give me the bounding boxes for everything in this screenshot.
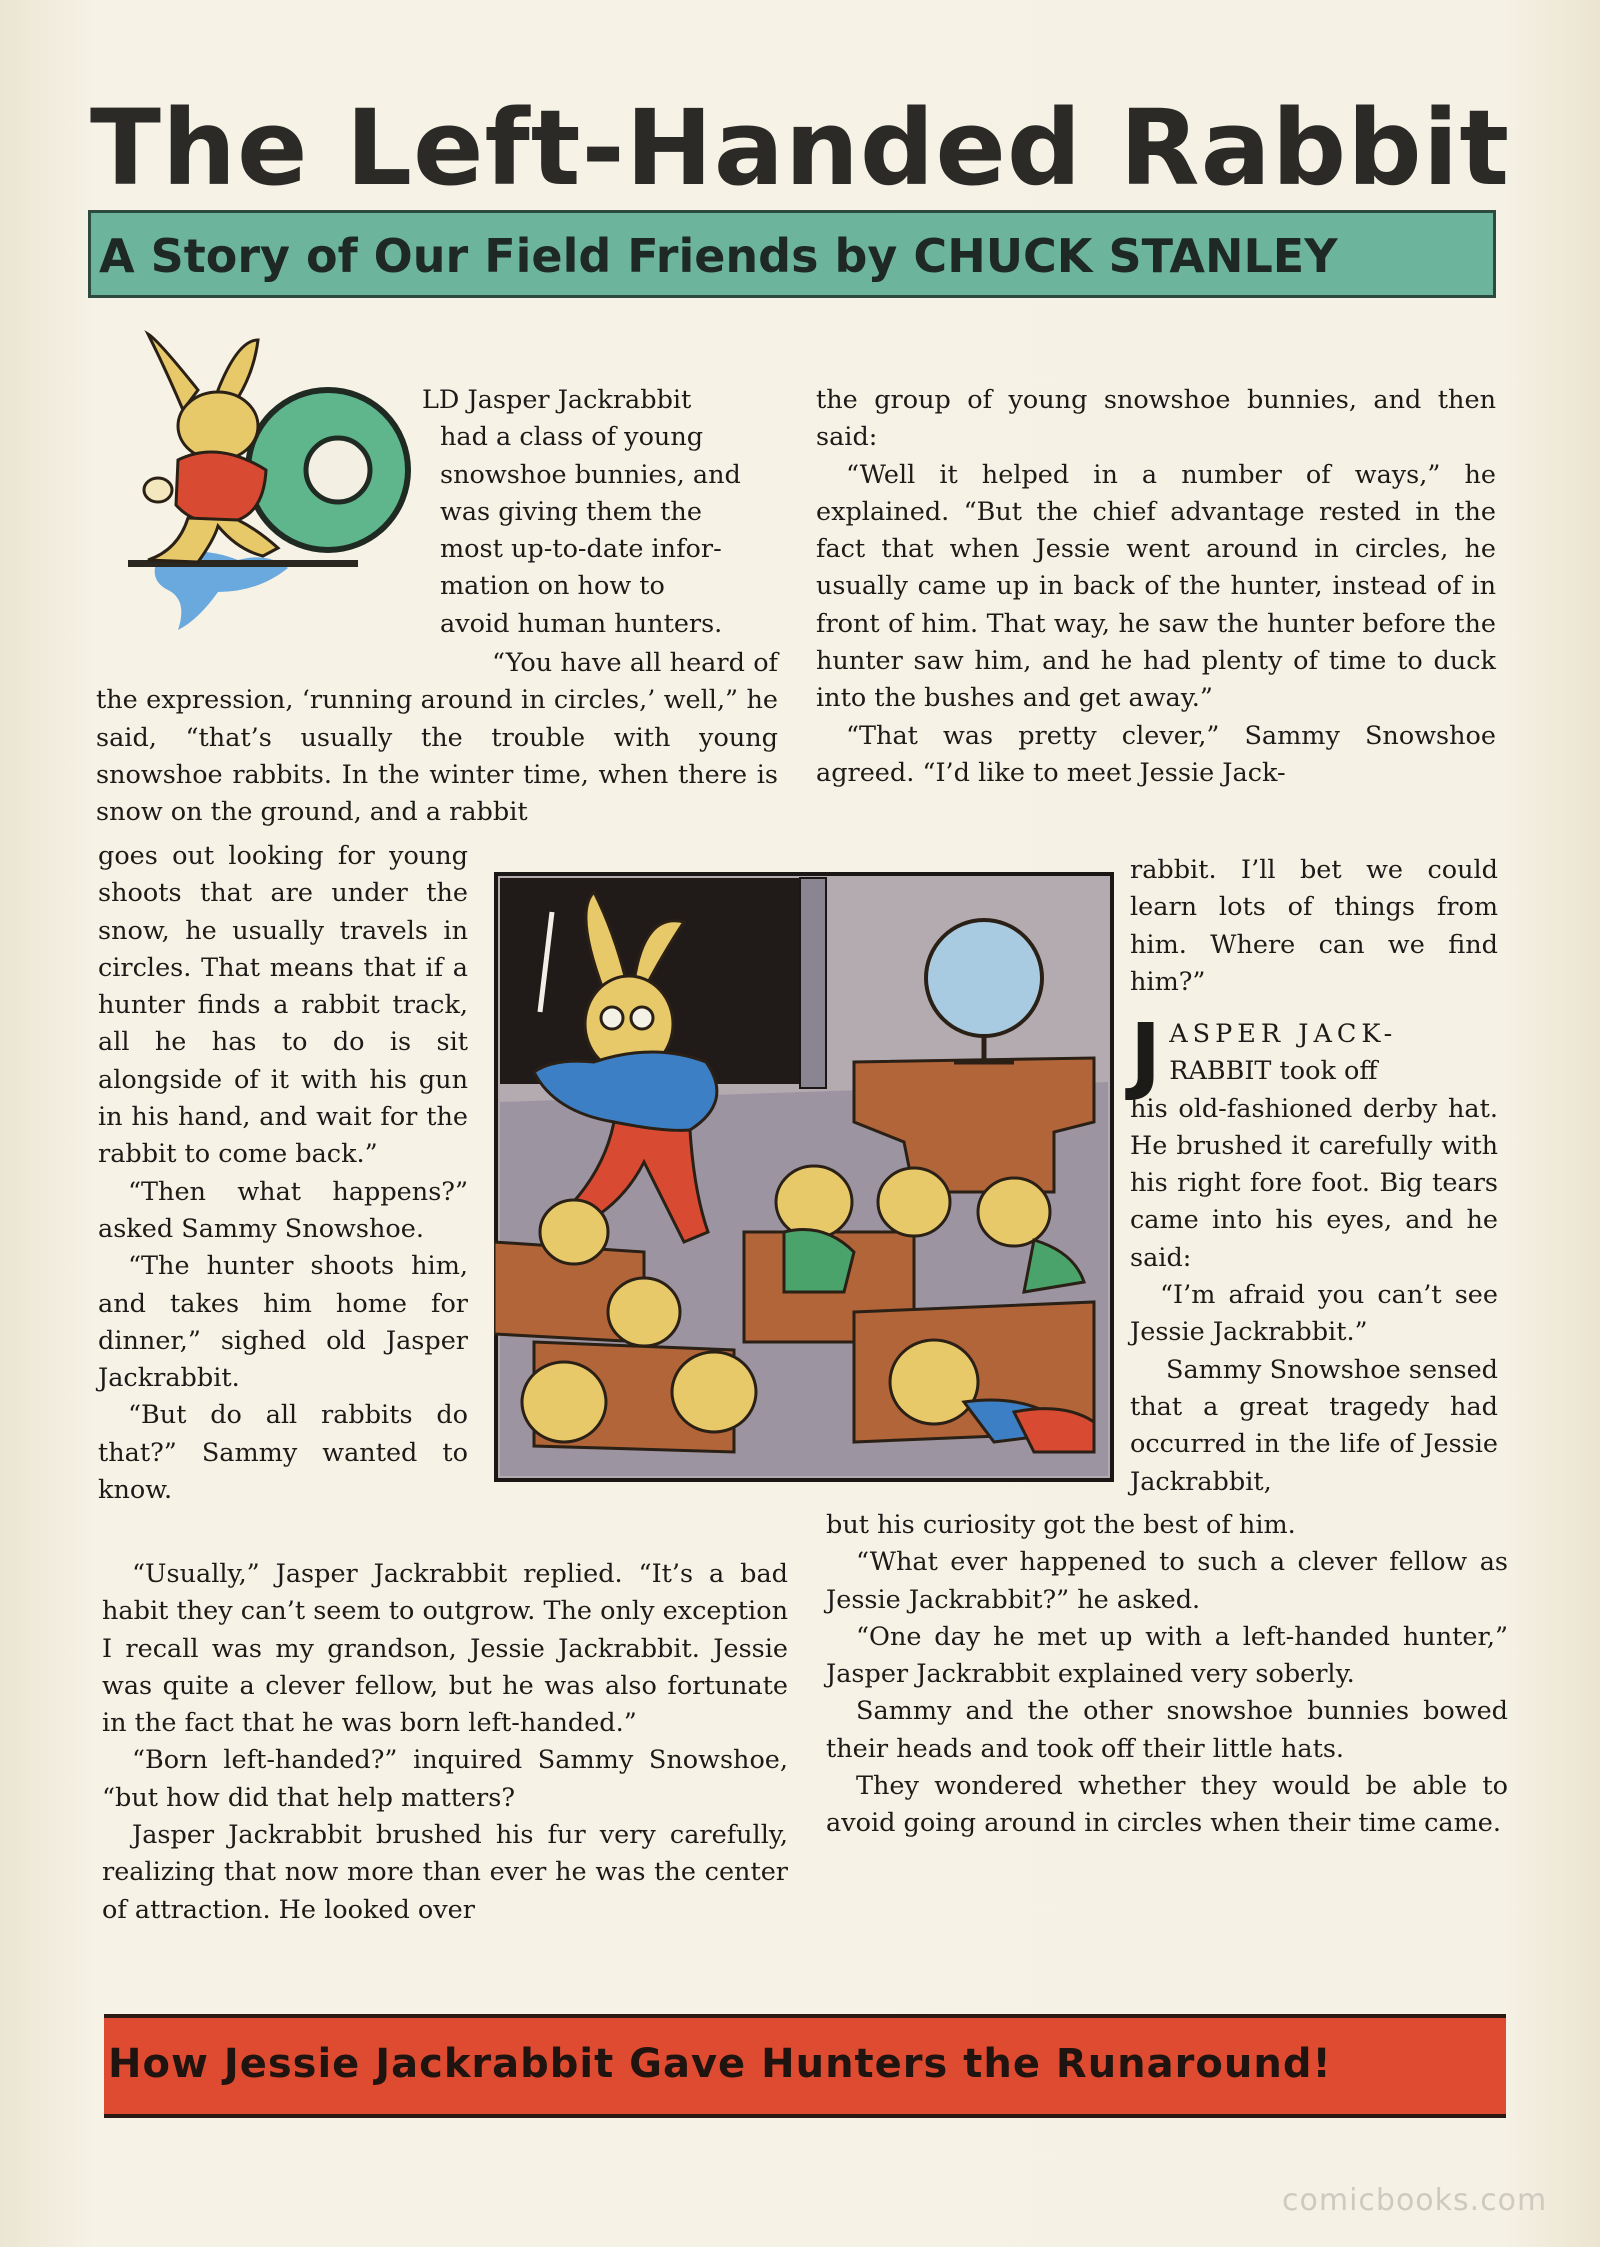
paragraph: rabbit. I’ll bet we could learn lots of things from him. Where can we find him?”	[1130, 855, 1498, 997]
paragraph: “Then what happens?” asked Sammy Snowshoe.	[98, 1176, 468, 1244]
paragraph: “Usually,” Jasper Jackrabbit replied. “It’s a bad habit they can’t seem to outgrow. The only exception I recall was my grandson, Jessie Jackrabbit. Jessie was quite a clever fellow, but he was also fortunate in the fact that he was born left-handed.”	[102, 1559, 788, 1739]
paragraph: “You have all heard of the expression, ‘running around in circles,’ well,” he said, “that’s usually the trouble with young snowshoe rabbits. In the winter time, when there is snow on the ground, and a rabbit	[96, 648, 778, 828]
paragraph: his old-fashioned derby hat. He brushed it carefully with his right fore foot. Big tears came into his eyes, and he said:	[1130, 1093, 1498, 1273]
rabbit-ear-left	[148, 334, 198, 410]
paragraph: They wondered whether they would be able to avoid going around in circles when their time came.	[826, 1771, 1508, 1839]
bottom-banner	[104, 2014, 1506, 2118]
story-opening-line	[422, 382, 774, 643]
drop-cap-j: J	[1130, 1005, 1162, 1103]
rabbit-with-letter-o-illustration	[88, 330, 430, 630]
paragraph: “The hunter shoots him, and takes him home for dinner,” sighed old Jasper Jackrabbit.	[98, 1251, 468, 1394]
letter-o-inner	[306, 438, 370, 502]
paragraph: Sammy and the other snowshoe bunnies bowed their heads and took off their little hats.	[826, 1696, 1508, 1764]
wrap-line: had a class of young	[440, 422, 704, 453]
wrap-line: snowshoe bunnies, and	[440, 459, 741, 490]
rabbit-head	[178, 392, 258, 460]
wrap-line: LD Jasper Jackrabbit	[422, 385, 692, 415]
classroom-illustration	[494, 872, 1114, 1482]
paragraph: Jasper Jackrabbit brushed his fur very carefully, realizing that now more than ever he was the center of attraction. He looked over	[102, 1820, 788, 1925]
paragraph: the group of young snowshoe bunnies, and then said:	[816, 385, 1496, 453]
wrap-line: most up-to-date infor-	[440, 534, 722, 565]
subtitle-banner	[88, 210, 1496, 298]
subtitle-text: A Story of Our Field Friends by CHUCK STANLEY	[99, 229, 1338, 283]
paragraph: “Well it helped in a number of ways,” he explained. “But the chief advantage rested in the fact that when Jessie went around in circles, he usually came up in back of the hunter, instead of in front of him. That way, he saw the hunter before the hunter saw him, and he had plenty of time to duck into the bushes and get away.”	[816, 459, 1496, 714]
left-column-narrow	[98, 838, 468, 1509]
globe	[926, 920, 1042, 1036]
blackboard-frame	[800, 878, 826, 1088]
paragraph-line: ASPER JACK-	[1169, 1019, 1398, 1049]
wrap-line: was giving them the	[440, 496, 702, 527]
page-title: The Left-Handed Rabbit	[90, 87, 1511, 209]
paragraph: goes out looking for young shoots that are under the snow, he usually travels in circles. That means that if a hunter finds a rabbit track, all he has to do is sit alongside of it with his gun in his hand, and wait for the rabbit to come back.”	[98, 841, 468, 1170]
left-column-full-1	[96, 645, 778, 831]
paragraph: “But do all rabbits do that?” Sammy wanted to know.	[98, 1400, 468, 1506]
paragraph: “Born left-handed?” inquired Sammy Snowshoe, “but how did that help matters?	[102, 1745, 788, 1813]
right-column-full-2	[826, 1507, 1508, 1843]
left-column-full-2	[102, 1556, 788, 1929]
watermark: comicbooks.com	[1282, 2183, 1548, 2218]
wrap-line: mation on how to	[440, 571, 665, 602]
paragraph: “That was pretty clever,” Sammy Snowshoe agreed. “I’d like to meet Jessie Jack-	[816, 720, 1496, 788]
bottom-banner-text: How Jessie Jackrabbit Gave Hunters the Runaround!	[108, 2041, 1332, 2087]
right-column-narrow-2	[1130, 1005, 1498, 1501]
rabbit-jacket	[176, 452, 266, 523]
paragraph: “What ever happened to such a clever fellow as Jessie Jackrabbit?” he asked.	[826, 1547, 1508, 1615]
paragraph: “I’m afraid you can’t see Jessie Jackrabbit.”	[1130, 1280, 1498, 1348]
right-column-full-1	[816, 382, 1496, 792]
left-column-wrap	[422, 382, 774, 643]
paragraph-line: RABBIT took off	[1169, 1056, 1378, 1087]
paragraph: Sammy Snowshoe sensed that a great tragedy had occurred in the life of Jessie Jackrabbit,	[1130, 1354, 1498, 1497]
right-column-narrow-1	[1130, 852, 1498, 1001]
wrap-line: avoid human hunters.	[440, 608, 723, 639]
paragraph: but his curiosity got the best of him.	[826, 1510, 1296, 1540]
rabbit-tail	[144, 478, 172, 502]
paragraph: “One day he met up with a left-handed hunter,” Jasper Jackrabbit explained very soberly.	[826, 1621, 1508, 1690]
